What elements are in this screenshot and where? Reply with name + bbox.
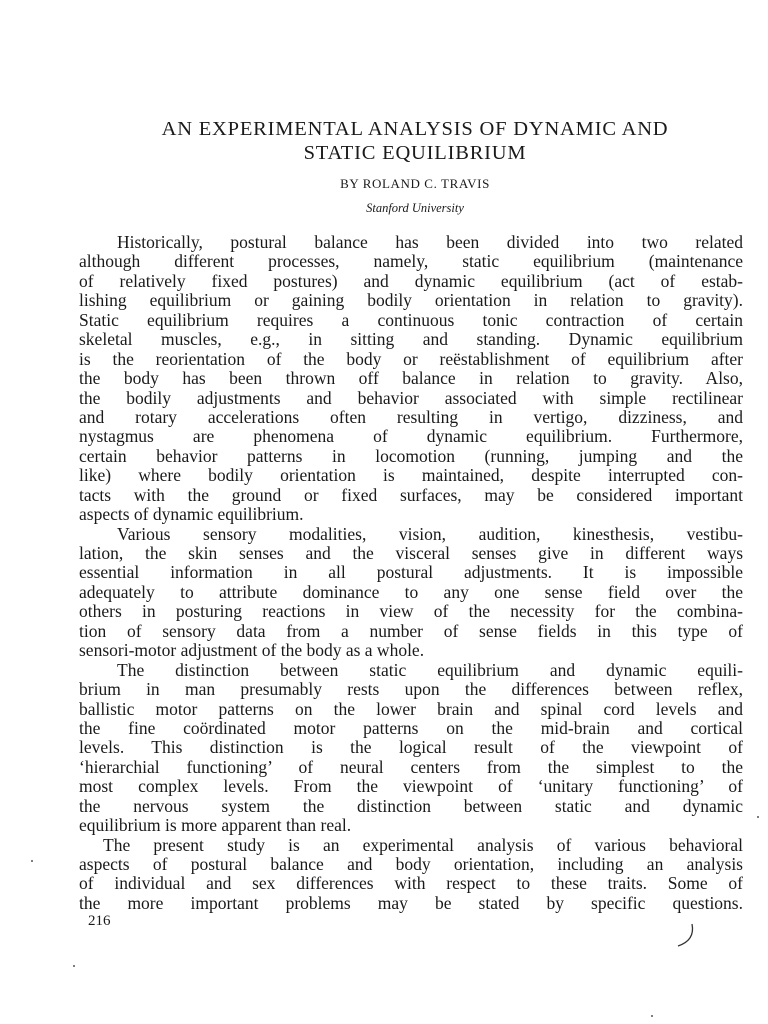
text-line: the nervous system the distinction between static and dynamic	[79, 795, 743, 816]
text-line: of individual and sex differences with respect to these traits. Some of	[79, 873, 743, 894]
text-line: sensori-motor adjustment of the body as a whole.	[79, 640, 425, 661]
text-line: aspects of dynamic equilibrium.	[79, 504, 304, 525]
text-line: adequately to attribute dominance to any one sense field over the	[79, 581, 743, 602]
text-line: skeletal muscles, e.g., in sitting and standing. Dynamic equilibrium	[79, 329, 743, 350]
author-byline: BY ROLAND C. TRAVIS	[340, 176, 490, 191]
text-line: Historically, postural balance has been divided into two related	[117, 232, 743, 252]
text-line: ballistic motor patterns on the lower brain and spinal cord levels and	[79, 698, 743, 719]
text-line: tacts with the ground or fixed surfaces, may be considered important	[79, 484, 743, 505]
speck	[31, 860, 33, 862]
text-line: lation, the skin senses and the visceral senses give in different ways	[79, 543, 743, 563]
speck	[757, 816, 759, 818]
text-line: tion of sensory data from a number of sense fields in this type of	[79, 620, 743, 641]
text-line: the body has been thrown off balance in relation to gravity. Also,	[79, 368, 743, 389]
article-body	[79, 233, 743, 913]
text-line: ‘hierarchial functioning’ of neural centers from the simplest to the	[79, 756, 743, 777]
text-line: equilibrium is more apparent than real.	[79, 815, 352, 836]
text-line: the more important problems may be stated by specific questions.	[79, 892, 743, 913]
text-line: of relatively fixed postures) and dynamic equilibrium (act of estab-	[79, 270, 743, 291]
text-line: the fine coördinated motor patterns on the mid-brain and cortical	[79, 717, 743, 738]
text-line: like) where bodily orientation is maintained, despite interrupted con-	[79, 465, 743, 486]
text-line: lishing equilibrium or gaining bodily orientation in relation to gravity).	[79, 290, 743, 311]
text-line: others in posturing reactions in view of the necessity for the combina-	[79, 601, 743, 622]
text-line: Static equilibrium requires a continuous tonic contraction of certain	[79, 309, 743, 330]
text-line: is the reorientation of the body or reëstablishment of equilibrium after	[79, 348, 743, 369]
text-line: although different processes, namely, static equilibrium (maintenance	[79, 251, 743, 272]
text-line: brium in man presumably rests upon the differences between reflex,	[79, 679, 743, 700]
text-line: most complex levels. From the viewpoint of ‘unitary functioning’ of	[79, 776, 743, 797]
text-line: aspects of postural balance and body orientation, including an analysis	[79, 854, 743, 874]
speck	[651, 1015, 653, 1017]
page-number: 216	[88, 913, 111, 929]
text-line: certain behavior patterns in locomotion (running, jumping and the	[79, 445, 743, 466]
text-line: levels. This distinction is the logical result of the viewpoint of	[79, 737, 743, 758]
text-line: The distinction between static equilibrium and dynamic equili-	[117, 659, 743, 680]
author-affiliation: Stanford University	[366, 201, 464, 215]
article-title-line-1: AN EXPERIMENTAL ANALYSIS OF DYNAMIC AND	[161, 118, 669, 140]
text-line: and rotary accelerations often resulting in vertigo, dizziness, and	[79, 406, 743, 427]
text-line: the bodily adjustments and behavior associated with simple rectilinear	[79, 387, 743, 408]
speck	[73, 965, 75, 967]
text-line: The present study is an experimental analysis of various behavioral	[103, 834, 743, 855]
pencil-mark	[672, 920, 698, 950]
article-title-line-2: STATIC EQUILIBRIUM	[303, 142, 527, 164]
text-line: Various sensory modalities, vision, audition, kinesthesis, vestibu-	[117, 523, 743, 544]
text-line: essential information in all postural adjustments. It is impossible	[79, 562, 743, 583]
text-line: nystagmus are phenomena of dynamic equilibrium. Furthermore,	[79, 426, 743, 447]
